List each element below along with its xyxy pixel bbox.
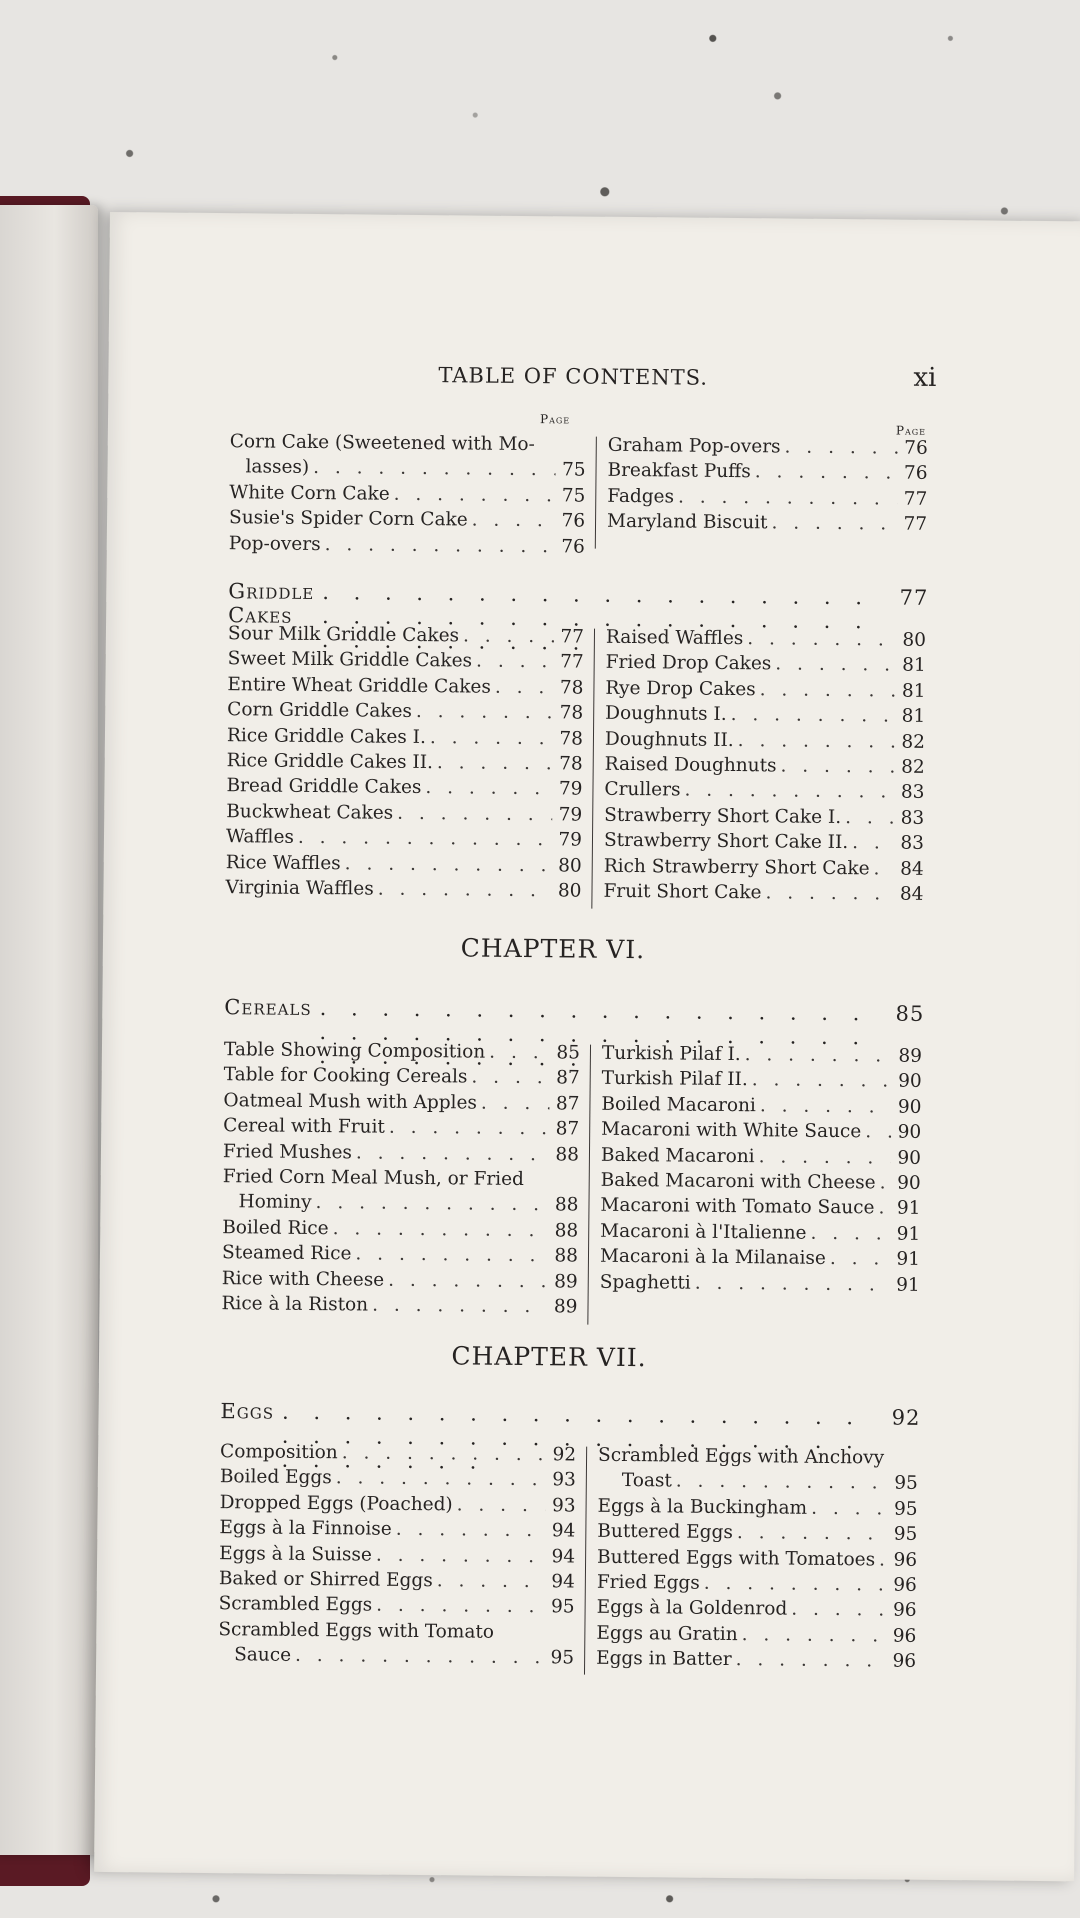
toc-entry — [227, 674, 583, 703]
toc-entry-title: Boiled Rice — [222, 1216, 329, 1239]
section-heading-page: 92 — [891, 1405, 921, 1430]
toc-leader-dots — [759, 1146, 892, 1168]
toc-leader-dots — [704, 1573, 887, 1596]
toc-entry-page: 77 — [560, 626, 585, 648]
toc-entry-title: Crullers — [604, 779, 681, 801]
toc-entry — [598, 1445, 918, 1473]
toc-entry-page: 83 — [900, 807, 925, 829]
toc-leader-dots — [878, 1198, 890, 1219]
toc-leader-dots — [463, 625, 554, 647]
toc-entry-page: 81 — [901, 705, 926, 728]
toc-leader-dots — [745, 1044, 892, 1066]
toc-entry-page: 76 — [904, 437, 928, 459]
toc-entry-title: Rice à la Riston — [221, 1293, 369, 1316]
toc-entry — [602, 1043, 922, 1071]
toc-entry-page: 81 — [901, 680, 926, 702]
toc-entry-page: 81 — [902, 655, 926, 677]
toc-entry-title: Sweet Milk Griddle Cakes — [227, 648, 473, 672]
toc-leader-dots — [678, 486, 897, 509]
toc-leader-dots — [780, 755, 894, 777]
toc-entry-page: 88 — [555, 1143, 580, 1166]
toc-leader-dots — [336, 1468, 546, 1491]
cereals-right-column — [600, 1043, 922, 1300]
toc-entry-page: 76 — [561, 535, 585, 558]
toc-leader-dots — [852, 832, 894, 853]
toc-entry-title: Fruit Short Cake — [603, 880, 762, 904]
toc-leader-dots — [372, 1294, 548, 1317]
toc-entry — [223, 1115, 579, 1144]
toc-entry-title: Strawberry Short Cake II. — [603, 829, 849, 854]
toc-entry-page: 91 — [896, 1248, 921, 1270]
toc-entry — [220, 1441, 576, 1470]
toc-entry-page: 94 — [551, 1520, 576, 1542]
toc-leader-dots — [760, 679, 896, 701]
toc-leader-dots — [752, 1070, 892, 1092]
toc-leader-dots — [676, 1471, 888, 1494]
toc-leader-dots — [873, 858, 893, 879]
toc-entry-page: 84 — [899, 883, 924, 905]
toc-entry — [606, 627, 926, 655]
toc-entry — [223, 1090, 579, 1119]
toc-entry-title: Rice Waffles — [225, 851, 341, 874]
toc-leader-dots — [472, 510, 556, 532]
toc-entry-title: Turkish Pilaf II. — [601, 1068, 748, 1091]
toc-entry — [601, 1094, 921, 1122]
toc-entry — [600, 1271, 920, 1299]
toc-leader-dots — [845, 807, 894, 828]
toc-entry — [604, 779, 924, 807]
toc-entry-title: Fried Corn Meal Mush, or Fried — [222, 1166, 525, 1190]
toc-leader-dots — [481, 1092, 550, 1114]
toc-entry-title: Entire Wheat Griddle Cakes — [227, 673, 492, 698]
toc-entry-title: Baked Macaroni with Cheese — [600, 1169, 876, 1194]
toc-leader-dots — [830, 1248, 890, 1270]
toc-leader-dots — [865, 1121, 891, 1142]
toc-entry-title: Macaroni with White Sauce — [601, 1118, 862, 1143]
toc-entry-title: Waffles — [225, 826, 295, 848]
toc-entry-title: Turkish Pilaf I. — [601, 1042, 741, 1066]
toc-leader-dots — [457, 1494, 546, 1516]
section-heading-page: 77 — [899, 585, 929, 610]
toc-entry — [596, 1622, 916, 1650]
toc-entry-title: Macaroni with Tomato Sauce — [600, 1195, 875, 1219]
toc-entry-title: Fried Drop Cakes — [605, 652, 772, 675]
toc-entry — [218, 1619, 574, 1648]
toc-entry-title: Rye Drop Cakes — [605, 677, 756, 701]
toc-entry — [228, 623, 584, 652]
section-heading-title: Griddle Cakes — [228, 579, 315, 628]
toc-entry — [596, 1597, 916, 1625]
column-divider — [595, 437, 597, 549]
toc-entry-page: 90 — [897, 1172, 921, 1194]
toc-entry-title: Hominy — [238, 1191, 312, 1214]
section-top — [108, 430, 1080, 558]
toc-entry — [605, 728, 925, 756]
toc-entry — [228, 649, 584, 678]
toc-leader-dots — [376, 1595, 545, 1618]
toc-entry-title: Sauce — [234, 1644, 292, 1666]
toc-entry — [219, 1543, 575, 1572]
toc-entry — [219, 1492, 575, 1521]
toc-entry-title: Macaroni à l'Italienne — [600, 1220, 807, 1244]
toc-leader-dots — [298, 827, 552, 850]
toc-entry — [600, 1220, 920, 1248]
toc-entry-page: 88 — [554, 1194, 579, 1216]
toc-leader-dots — [389, 1117, 550, 1140]
toc-entry — [223, 1166, 579, 1195]
toc-entry — [221, 1293, 577, 1322]
column-divider — [591, 629, 595, 909]
toc-entry-page: 80 — [557, 880, 582, 902]
toc-leader-dots — [356, 1142, 549, 1165]
toc-entry-page: 95 — [893, 1523, 918, 1545]
toc-entry — [603, 881, 923, 909]
page-column-label-right: Page — [895, 423, 927, 438]
toc-entry-page: 76 — [903, 463, 928, 485]
toc-entry-title: Sour Milk Griddle Cakes — [227, 623, 460, 647]
toc-entry-page: 89 — [553, 1296, 578, 1318]
toc-leader-dots — [880, 1172, 891, 1193]
toc-entry-title: Dropped Eggs (Poached) — [219, 1491, 453, 1516]
toc-entry — [227, 699, 583, 728]
toc-entry-page: 78 — [559, 727, 584, 750]
toc-entry — [597, 1496, 917, 1524]
toc-entry-page: 88 — [554, 1220, 579, 1242]
toc-entry — [219, 1568, 575, 1597]
toc-entry-title: Maryland Biscuit — [606, 510, 768, 534]
toc-entry — [601, 1119, 921, 1147]
toc-leader-dots — [437, 1570, 545, 1592]
toc-entry — [601, 1144, 921, 1172]
toc-entry-title: Corn Griddle Cakes — [227, 699, 413, 723]
toc-entry-page: 75 — [561, 459, 586, 481]
toc-entry-title: Boiled Macaroni — [601, 1093, 756, 1117]
toc-leader-dots — [416, 701, 553, 723]
toc-entry-title: Breakfast Puffs — [607, 460, 751, 483]
toc-entry-page: 87 — [555, 1093, 580, 1115]
toc-entry-page: 95 — [550, 1647, 575, 1669]
toc-entry — [606, 652, 926, 680]
toc-entry-title: Scrambled Eggs with Tomato — [218, 1618, 495, 1643]
toc-leader-dots — [489, 1042, 550, 1064]
toc-entry — [608, 435, 928, 463]
toc-entry — [596, 1648, 916, 1676]
toc-entry-page: 90 — [897, 1096, 922, 1118]
toc-entry — [604, 855, 924, 883]
toc-leader-dots — [471, 1067, 549, 1089]
toc-entry-page: 83 — [900, 832, 925, 854]
toc-leader-dots — [430, 727, 553, 749]
toc-entry-page: 96 — [892, 1599, 917, 1622]
toc-entry-page: 77 — [560, 651, 584, 673]
section-heading-title: Eggs — [220, 1399, 275, 1424]
toc-entry — [229, 533, 585, 562]
toc-leader-dots — [810, 1223, 890, 1245]
toc-entry-page: 95 — [894, 1472, 918, 1495]
toc-entry-page: 78 — [559, 702, 584, 724]
toc-entry-title: White Corn Cake — [229, 481, 390, 505]
toc-entry — [220, 1467, 576, 1496]
toc-entry-title: Graham Pop-overs — [607, 434, 781, 458]
toc-leader-dots — [760, 1095, 892, 1117]
toc-entry-title: lasses) — [245, 456, 310, 479]
eggs-right-column — [596, 1445, 918, 1677]
toc-entry-page: 79 — [558, 829, 583, 851]
toc-entry-title: Rice Griddle Cakes I. — [226, 724, 426, 748]
toc-entry — [225, 877, 581, 906]
toc-entry — [219, 1517, 575, 1546]
toc-leader-dots — [316, 1192, 549, 1215]
toc-entry — [223, 1141, 579, 1170]
toc-entry — [601, 1170, 921, 1198]
toc-entry — [230, 431, 586, 460]
toc-entry-title: Oatmeal Mush with Apples — [223, 1089, 478, 1114]
toc-entry — [226, 775, 582, 804]
toc-entry — [226, 826, 582, 855]
toc-entry-title: Eggs à la Finnoise — [219, 1517, 392, 1540]
toc-leader-dots — [437, 752, 553, 774]
toc-leader-dots — [376, 1544, 545, 1567]
toc-leader-dots — [397, 803, 552, 825]
toc-entry — [607, 486, 927, 514]
toc-entry-page: 96 — [893, 1549, 918, 1571]
toc-entry-page: 87 — [555, 1118, 580, 1140]
eggs-left-column — [218, 1441, 576, 1673]
griddle-left-column — [225, 623, 584, 906]
toc-entry-page: 87 — [556, 1067, 580, 1089]
toc-entry — [227, 725, 583, 754]
toc-entry-title: Fadges — [607, 485, 675, 508]
toc-entry-page: 89 — [898, 1045, 923, 1067]
toc-leader-dots — [811, 1498, 888, 1520]
toc-leader-dots — [333, 1218, 549, 1241]
toc-entry — [597, 1521, 917, 1549]
toc-entry-title: Composition — [220, 1441, 338, 1464]
toc-entry-title: Strawberry Short Cake I. — [604, 804, 842, 828]
toc-entry-page: 76 — [561, 510, 586, 532]
toc-entry-title: Boiled Eggs — [219, 1466, 332, 1489]
toc-leader-dots — [345, 853, 552, 876]
toc-leader-dots — [747, 628, 896, 650]
toc-entry-title: Raised Doughnuts — [604, 753, 777, 777]
toc-entry-page: 83 — [900, 781, 925, 804]
toc-leader-dots — [495, 676, 554, 698]
toc-entry-title: Table for Cooking Cereals — [223, 1064, 468, 1088]
toc-entry — [605, 754, 925, 782]
page-number: xi — [913, 362, 937, 393]
toc-entry — [219, 1593, 575, 1622]
toc-entry-page: 77 — [903, 513, 928, 536]
toc-entry-title: Toast — [621, 1470, 672, 1492]
toc-entry — [227, 750, 583, 779]
toc-entry-page: 96 — [892, 1625, 917, 1647]
toc-entry-page: 93 — [552, 1469, 576, 1491]
toc-entry-title: Buttered Eggs — [597, 1520, 733, 1544]
toc-leader-dots — [771, 513, 897, 535]
toc-entry-page: 95 — [893, 1498, 918, 1520]
toc-entry — [598, 1470, 918, 1498]
toc-entry-title: Eggs in Batter — [596, 1647, 732, 1671]
toc-entry-title: Scrambled Eggs — [218, 1593, 373, 1616]
toc-entry-page: 91 — [896, 1274, 920, 1296]
toc-entry-page: 78 — [559, 677, 584, 699]
toc-entry-page: 90 — [898, 1070, 922, 1093]
toc-entry — [222, 1268, 578, 1297]
toc-entry-page: 90 — [897, 1147, 922, 1169]
page-header-title: TABLE OF CONTENTS. — [438, 363, 709, 390]
toc-entry-title: Eggs à la Goldenrod — [596, 1597, 788, 1620]
toc-leader-dots — [755, 462, 898, 484]
toc-entry-title: Fried Eggs — [596, 1571, 700, 1594]
toc-entry-page: 78 — [559, 753, 583, 775]
toc-entry — [226, 801, 582, 830]
toc-entry-title: Pop-overs — [228, 532, 321, 555]
left-page-edge — [0, 205, 98, 1855]
toc-entry — [224, 1039, 580, 1068]
toc-entry-title: Buttered Eggs with Tomatoes — [597, 1546, 876, 1570]
toc-leader-dots — [394, 484, 556, 507]
toc-entry — [604, 830, 924, 858]
toc-leader-dots — [738, 730, 895, 753]
toc-leader-dots — [684, 780, 894, 803]
toc-entry-page: 85 — [556, 1042, 581, 1064]
section-heading-title: Cereals — [224, 995, 312, 1020]
toc-entry-title: Eggs à la Buckingham — [597, 1495, 808, 1519]
column-divider — [587, 1045, 591, 1325]
toc-entry-title: Fried Mushes — [222, 1140, 353, 1163]
toc-entry — [600, 1246, 920, 1274]
toc-entry-page: 91 — [896, 1223, 921, 1245]
toc-entry-page: 82 — [901, 756, 925, 778]
toc-leader-dots — [295, 1645, 544, 1668]
toc-entry-title: Rice with Cheese — [221, 1267, 385, 1291]
toc-leader-dots — [342, 1442, 547, 1465]
toc-entry-page: 75 — [561, 485, 586, 507]
toc-leader-dots — [476, 651, 554, 673]
toc-entry — [229, 507, 585, 536]
toc-entry — [224, 1065, 580, 1094]
toc-entry — [597, 1546, 917, 1574]
toc-entry — [222, 1191, 578, 1220]
toc-entry — [229, 482, 585, 511]
toc-entry-page: 92 — [552, 1444, 577, 1466]
column-divider — [584, 1447, 587, 1675]
toc-entry-page: 79 — [558, 778, 583, 800]
toc-leader-dots — [388, 1269, 548, 1292]
toc-leader-dots — [785, 436, 898, 458]
toc-leader-dots — [737, 1522, 888, 1544]
toc-entry — [222, 1242, 578, 1271]
toc-entry — [597, 1572, 917, 1600]
toc-leader-dots — [775, 654, 896, 676]
toc-entry-page: 77 — [903, 488, 928, 510]
toc-entry-title: Scrambled Eggs with Anchovy — [597, 1444, 885, 1469]
toc-entry-page: 80 — [558, 854, 582, 877]
toc-entry — [600, 1195, 920, 1223]
toc-entry-title: Table Showing Composition — [223, 1039, 486, 1063]
toc-leader-dots — [736, 1649, 887, 1671]
toc-leader-dots — [742, 1624, 887, 1646]
toc-entry-page: 80 — [902, 629, 927, 651]
toc-leader-dots — [396, 1519, 546, 1541]
section-heading-page: 85 — [895, 1001, 925, 1026]
toc-entry-page: 95 — [550, 1596, 575, 1618]
toc-leader-dots — [325, 534, 555, 557]
toc-entry — [607, 511, 927, 539]
toc-entry-title: Eggs à la Suisse — [219, 1542, 372, 1566]
toc-entry — [222, 1217, 578, 1246]
toc-entry-title: Buckwheat Cakes — [226, 800, 394, 824]
toc-entry-title: Bread Griddle Cakes — [226, 775, 422, 799]
toc-entry-title: Susie's Spider Corn Cake — [228, 507, 468, 531]
chapter-vi-title: CHAPTER VI. — [460, 933, 646, 965]
toc-entry-title: Corn Cake (Sweetened with Mo- — [229, 431, 535, 456]
toc-entry — [607, 460, 927, 488]
page-column-label-left: Page — [539, 412, 571, 427]
toc-leader-dots — [879, 1549, 887, 1570]
toc-entry — [218, 1644, 574, 1673]
toc-entry-title: Baked Macaroni — [600, 1144, 755, 1167]
toc-leader-dots — [313, 457, 556, 480]
toc-leader-dots — [425, 777, 552, 799]
top-right-column — [607, 435, 928, 540]
toc-leader-dots — [731, 704, 896, 727]
toc-entry-title: Raised Waffles — [605, 626, 744, 650]
toc-entry — [229, 457, 585, 486]
toc-entry — [602, 1068, 922, 1096]
toc-entry-page: 96 — [892, 1650, 917, 1672]
toc-leader-dots — [378, 879, 552, 902]
cereals-left-column — [221, 1039, 580, 1322]
toc-entry-title: Rice Griddle Cakes II. — [226, 750, 434, 774]
toc-entry-page: 94 — [551, 1545, 576, 1568]
toc-entry-page: 79 — [558, 804, 583, 826]
toc-entry-page: 82 — [901, 731, 926, 753]
toc-entry-page: 84 — [900, 858, 924, 880]
griddle-right-column — [603, 627, 926, 909]
toc-leader-dots — [765, 882, 893, 904]
toc-entry-title: Cereal with Fruit — [223, 1115, 385, 1138]
toc-entry-page: 88 — [554, 1245, 579, 1267]
toc-leader-dots — [355, 1244, 548, 1267]
toc-entry-title: Steamed Rice — [221, 1242, 352, 1265]
toc-entry-page: 96 — [893, 1574, 917, 1596]
toc-entry-title: Spaghetti — [599, 1271, 691, 1294]
book-page — [94, 212, 1080, 1881]
toc-entry — [226, 852, 582, 881]
toc-entry-title: Doughnuts II. — [604, 728, 734, 751]
toc-entry-page: 94 — [551, 1571, 575, 1593]
toc-leader-dots — [791, 1599, 887, 1621]
toc-entry — [605, 678, 925, 706]
top-left-column — [229, 431, 586, 561]
toc-entry-title: Macaroni à la Milanaise — [599, 1245, 826, 1270]
toc-entry-title: Eggs au Gratin — [596, 1622, 738, 1645]
toc-leader-dots — [695, 1272, 890, 1295]
toc-entry-title: Rich Strawberry Short Cake — [603, 855, 870, 879]
toc-entry — [605, 703, 925, 731]
toc-entry-page: 91 — [896, 1197, 921, 1220]
toc-entry-title: Doughnuts I. — [605, 702, 727, 726]
chapter-vii-title: CHAPTER VII. — [451, 1341, 647, 1373]
toc-entry-page: 93 — [551, 1495, 576, 1517]
toc-entry-title: Virginia Waffles — [225, 877, 374, 900]
toc-entry — [604, 805, 924, 833]
toc-entry-page: 90 — [897, 1121, 922, 1144]
toc-entry-page: 89 — [554, 1270, 578, 1293]
toc-entry-title: Baked or Shirred Eggs — [218, 1568, 433, 1592]
